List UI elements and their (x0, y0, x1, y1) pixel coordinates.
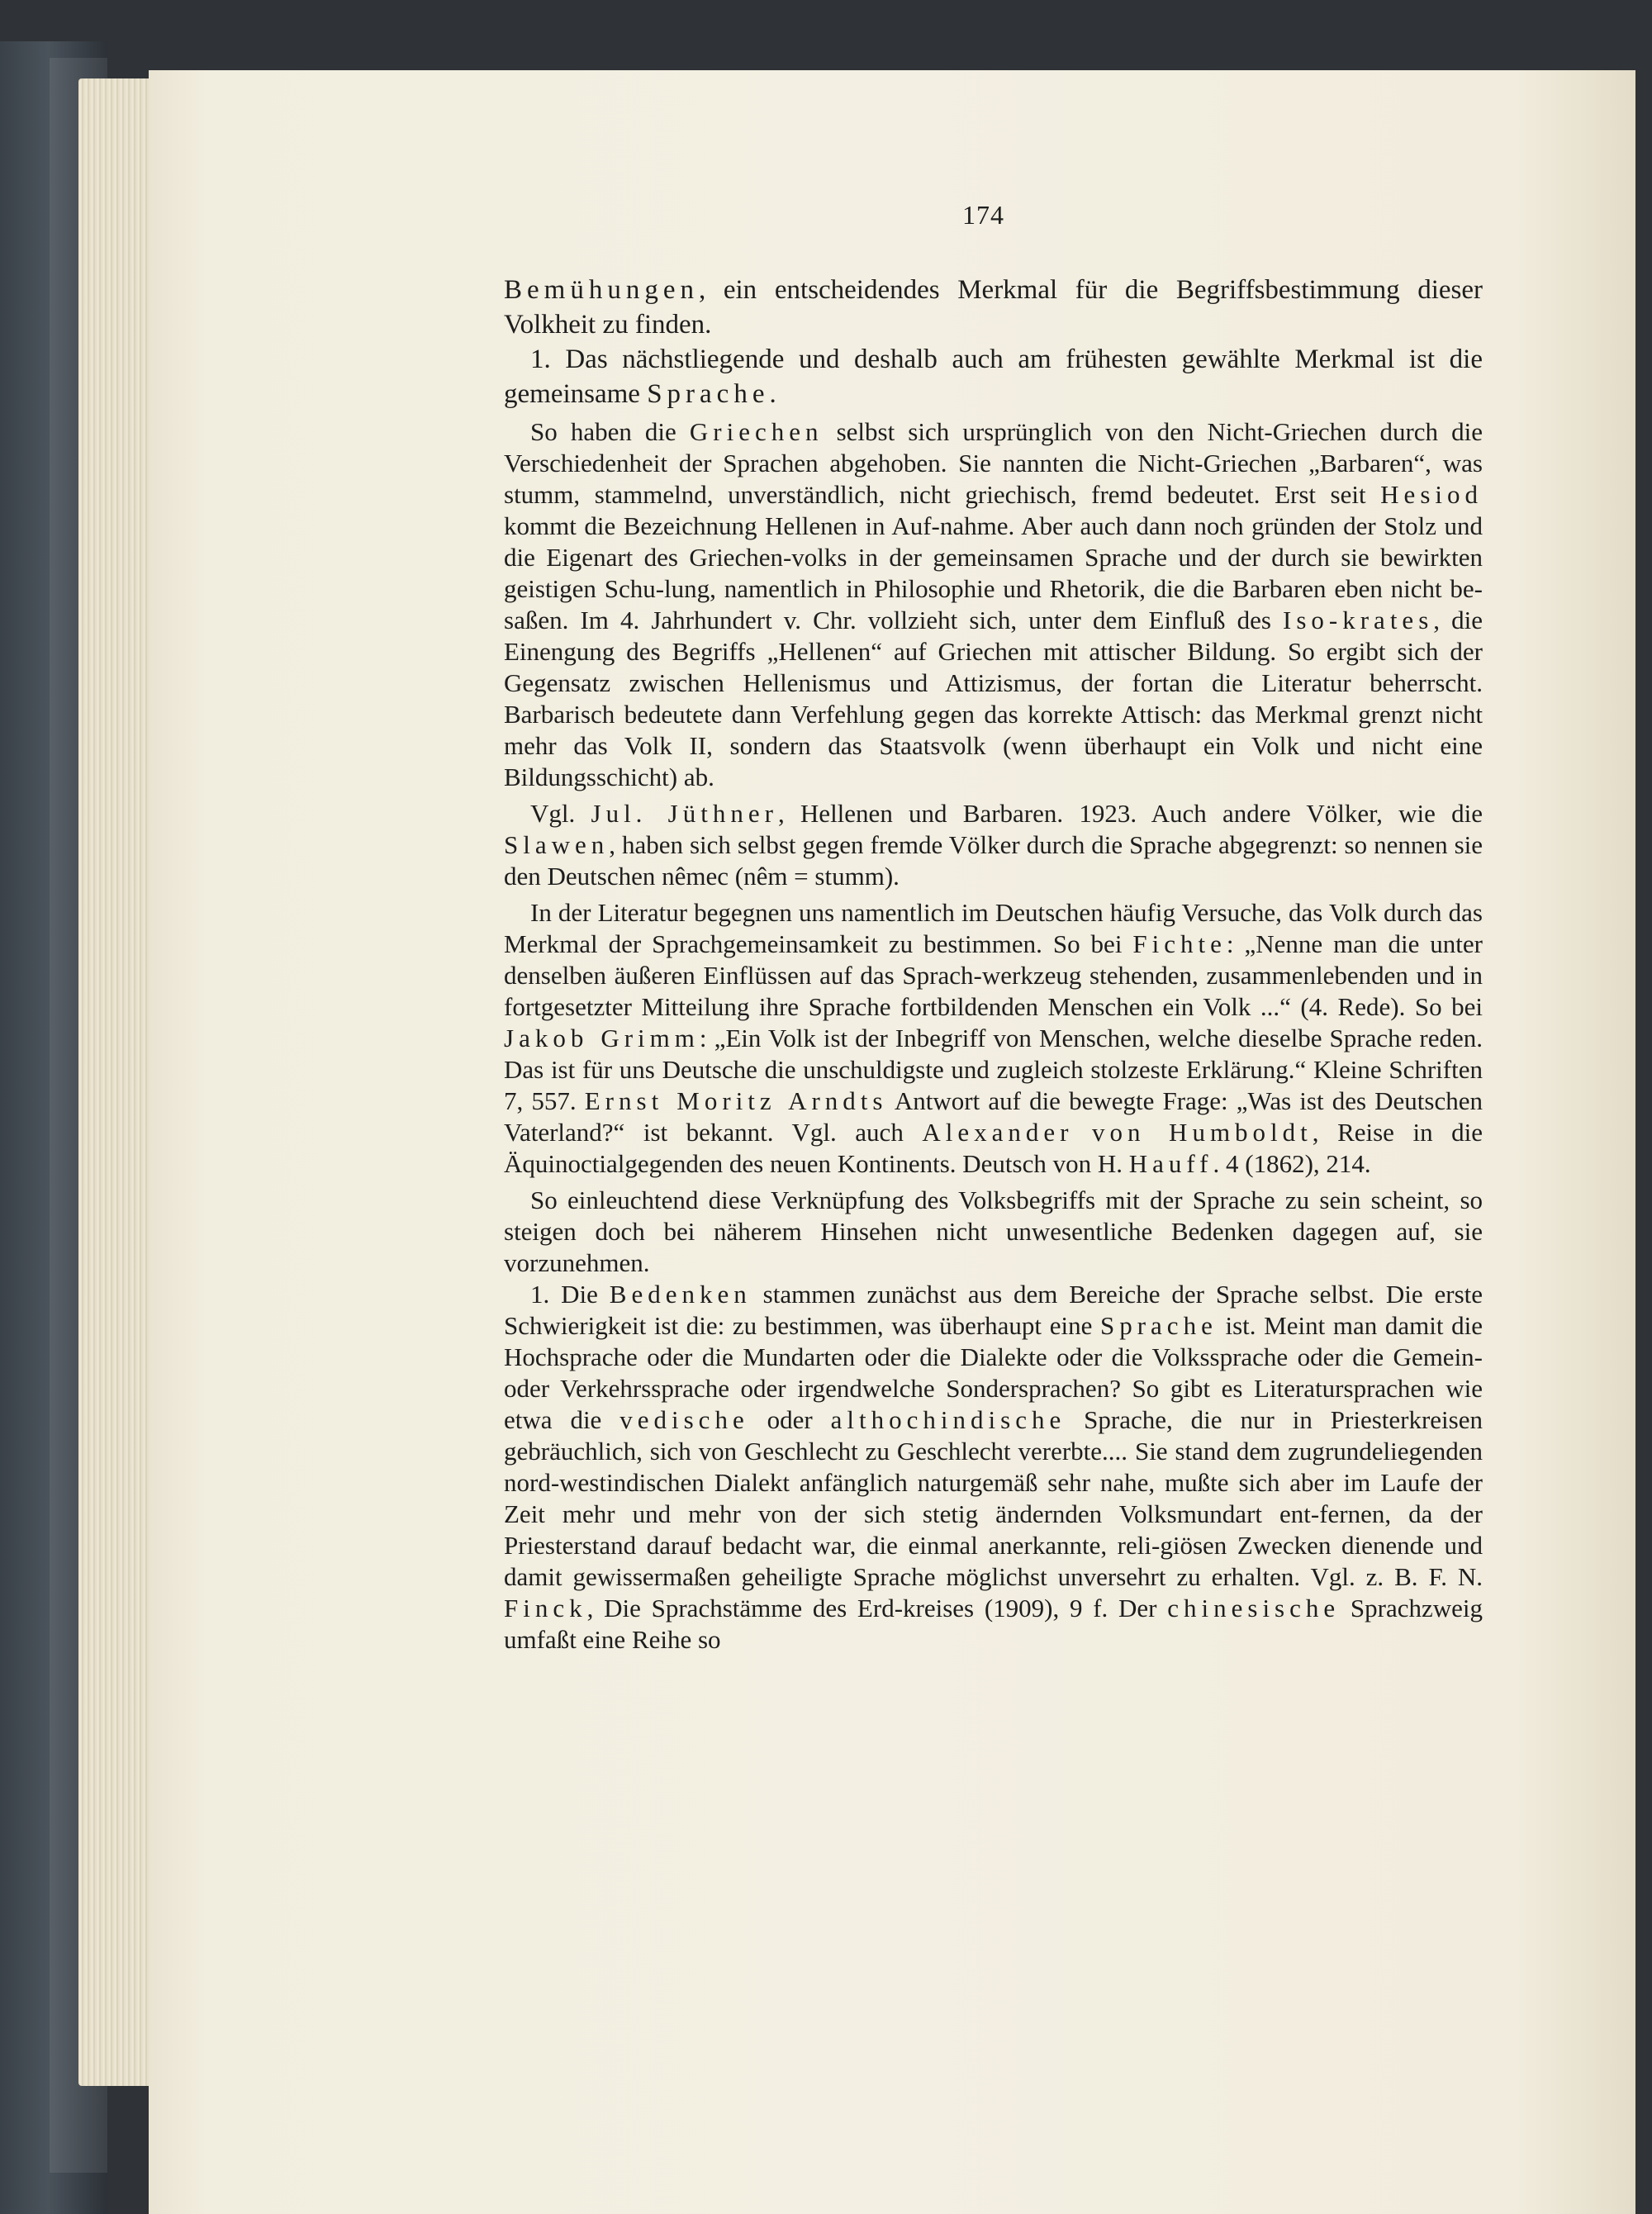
spaced-emphasis: Finck (504, 1594, 587, 1622)
spaced-emphasis: chinesische (1167, 1594, 1341, 1622)
text-run: „Was ist des Deutschen Vaterland?“ ist bekannt. Vgl. auch (504, 1086, 1483, 1147)
paragraph (504, 416, 1483, 793)
text-run: Bildung. So ergibt sich der Gegensatz zwischen Hellenismus und Attizismus, (504, 637, 1483, 697)
text-run: saßen. Im 4. Jahrhundert v. Chr. vollzieht sich, unter dem Einfluß des (504, 606, 1284, 634)
spaced-emphasis: Iso- (1283, 606, 1343, 634)
text-run: abgegrenzt: so nennen sie den Deutschen nêmec (nêm = stumm). (504, 830, 1483, 891)
paragraph (504, 342, 1483, 411)
text-run: : (699, 1024, 707, 1052)
text-run: Laufe der Zeit mehr und mehr von der sich stetig ändernden Volksmundart ent- (504, 1468, 1483, 1528)
spaced-emphasis: Alexander (922, 1118, 1074, 1147)
text-run: Antwort auf die bewegte Frage: (887, 1086, 1228, 1115)
text-run: , ein entscheidendes Merkmal für die Begriffsbestimmung (698, 275, 1400, 305)
spaced-emphasis: Ernst Moritz Arndts (584, 1086, 888, 1115)
text-run: durch die Verschiedenheit der Sprachen abgehoben. Sie nannten die Nicht- (504, 417, 1483, 477)
spaced-emphasis: althochindische (830, 1405, 1066, 1434)
spaced-emphasis: vedische (620, 1405, 749, 1434)
spaced-emphasis: Sprache (647, 379, 770, 409)
paragraph (504, 798, 1483, 892)
text-run: , Reise in die Äquinoctialgegenden des neuen Kontinents. (504, 1118, 1483, 1178)
text-run: Vgl. (530, 799, 591, 828)
text-run: ist für uns Deutsche die unschuldigste und zugleich stolzeste Erklärung.“ Kleine (550, 1055, 1382, 1084)
text-run: werkzeug stehenden, zusammenlebenden und in fortgesetzter Mitteilung ihre (504, 961, 1483, 1021)
text-run: Geschlecht zu Geschlecht vererbte.... Sie stand dem zugrundeliegenden nord- (504, 1437, 1483, 1497)
text-run: das korrekte Attisch: das Merkmal grenzt nicht mehr das Volk II, sondern das (504, 700, 1483, 760)
text-run: Deutsch von H. (962, 1149, 1129, 1178)
text-run: selbst sich ursprünglich von den Nicht-Griechen (823, 417, 1367, 446)
text-run: „Ein Volk ist der Inbegriff von Menschen, welche dieselbe Sprache reden. Das (504, 1024, 1483, 1084)
text-run: dagegen auf, sie vorzunehmen. (504, 1217, 1483, 1277)
text-run: unversehrt zu erhalten. Vgl. z. B. F. N. (1057, 1562, 1483, 1591)
text-run: . 4 (1862), 214. (1213, 1149, 1371, 1178)
text-run: ist die gemeinsame (504, 344, 1483, 409)
spaced-emphasis: von Humboldt (1092, 1118, 1313, 1147)
text-run: Griechen „Barbaren“, was stumm, stammelnd, unverständlich, nicht griechisch, (504, 449, 1483, 509)
paragraph (504, 1279, 1483, 1656)
text-run: 1. Das nächstliegende und deshalb auch am frühesten gewählte Merkmal (530, 344, 1395, 374)
text-run: giösen Zwecken dienende und damit gewissermaßen geheiligte Sprache möglichst (504, 1531, 1483, 1591)
spaced-emphasis: Slawen (504, 830, 610, 859)
text-run: fremd bedeutet. Erst seit (1091, 480, 1381, 509)
text-run: oder die Volkssprache oder die Gemein- oder Verkehrssprache oder irgendwelche (504, 1342, 1483, 1403)
text-run: ist. Meint man damit die Hochsprache oder die Mundarten oder die Dialekte (504, 1311, 1483, 1371)
text-run: Schriften 7, 557. (504, 1055, 1483, 1115)
spaced-emphasis: Jakob Grimm (504, 1024, 700, 1052)
spaced-emphasis: Fichte (1132, 929, 1227, 958)
text-run: 1. Die (530, 1280, 610, 1309)
paragraph (504, 1185, 1483, 1279)
text-run: : „Nenne man die unter denselben äußeren Einflüssen auf das Sprach- (504, 929, 1483, 990)
paragraph (504, 897, 1483, 1180)
spaced-emphasis: Bemühungen (504, 275, 699, 305)
spaced-emphasis: Jul. Jüthner (591, 799, 778, 828)
spaced-emphasis: Griechen (689, 417, 824, 446)
spaced-emphasis: Hauff (1128, 1149, 1213, 1178)
text-run: Sprache fortbildenden Menschen ein Volk ...“ (4. Rede). So bei (808, 992, 1483, 1021)
text-run: . (769, 379, 776, 409)
text-run: dieser Volkheit zu finden. (504, 275, 1483, 340)
text-run: , haben sich selbst gegen fremde Völker durch die Sprache (609, 830, 1212, 859)
text-run: Sprache, die nur in Priesterkreisen gebräuchlich, sich von (504, 1405, 1483, 1466)
text-run: , Hellenen und Barbaren. 1923. Auch andere Völker, (777, 799, 1383, 828)
spaced-emphasis: krates (1342, 606, 1434, 634)
text-run: Volk durch das Merkmal der Sprachgemeinsamkeit zu bestimmen. So bei (504, 898, 1483, 958)
text-run: oder (748, 1405, 813, 1434)
text-run: Die erste Schwierigkeit ist die: zu bestimmen, was überhaupt eine (504, 1280, 1483, 1340)
text-run: , die Einengung des Begriffs „Hellenen“ auf Griechen mit attischer (504, 606, 1483, 666)
text-run: nahme. Aber auch dann noch gründen der Stolz und die Eigenart des Griechen- (504, 511, 1483, 572)
paragraph (504, 273, 1483, 342)
page-body (504, 273, 1483, 1656)
spaced-emphasis: Bedenken (609, 1280, 752, 1309)
page-number: 174 (962, 200, 1004, 230)
text-run: fernen, da der Priesterstand darauf bedacht war, die einmal anerkannte, reli- (504, 1499, 1483, 1560)
spaced-emphasis: Sprache (1099, 1311, 1218, 1340)
text-run: lung, namentlich in Philosophie und Rhetorik, die die Barbaren eben nicht be- (664, 574, 1483, 603)
text-run: scheint, so steigen doch bei näherem Hinsehen nicht unwesentliche Bedenken (504, 1185, 1483, 1246)
text-run: wie die (1398, 799, 1483, 828)
text-run: Staatsvolk (wenn überhaupt ein Volk und nicht eine Bildungsschicht) ab. (504, 731, 1483, 791)
text-run: So haben die (530, 417, 690, 446)
text-run: volks in der gemeinsamen Sprache und der durch sie bewirkten geistigen Schu- (504, 543, 1483, 603)
text-run: stammen zunächst aus dem Bereiche der Sprache selbst. (751, 1280, 1374, 1309)
text-run: In der Literatur begegnen uns namentlich im Deutschen häufig Versuche, das (530, 898, 1323, 927)
text-run: der fortan die Literatur beherrscht. Barbarisch bedeutete dann Verfehlung gegen (504, 668, 1483, 729)
text-run: kreises (1909), 9 f. Der (903, 1594, 1168, 1622)
spaced-emphasis: Hesiod (1380, 480, 1483, 509)
text-run: , Die Sprachstämme des Erd- (586, 1594, 904, 1622)
text-run: So einleuchtend diese Verknüpfung des Volksbegriffs mit der Sprache zu sein (530, 1185, 1361, 1214)
text-run: Sprachzweig umfaßt eine Reihe so (504, 1594, 1483, 1654)
text-run: kommt die Bezeichnung Hellenen in Auf- (504, 511, 940, 540)
text-run: westindischen Dialekt anfänglich naturgemäß sehr nahe, mußte sich aber im (559, 1468, 1371, 1497)
text-run: Sondersprachen? So gibt es Literatursprachen wie etwa die (504, 1374, 1483, 1434)
